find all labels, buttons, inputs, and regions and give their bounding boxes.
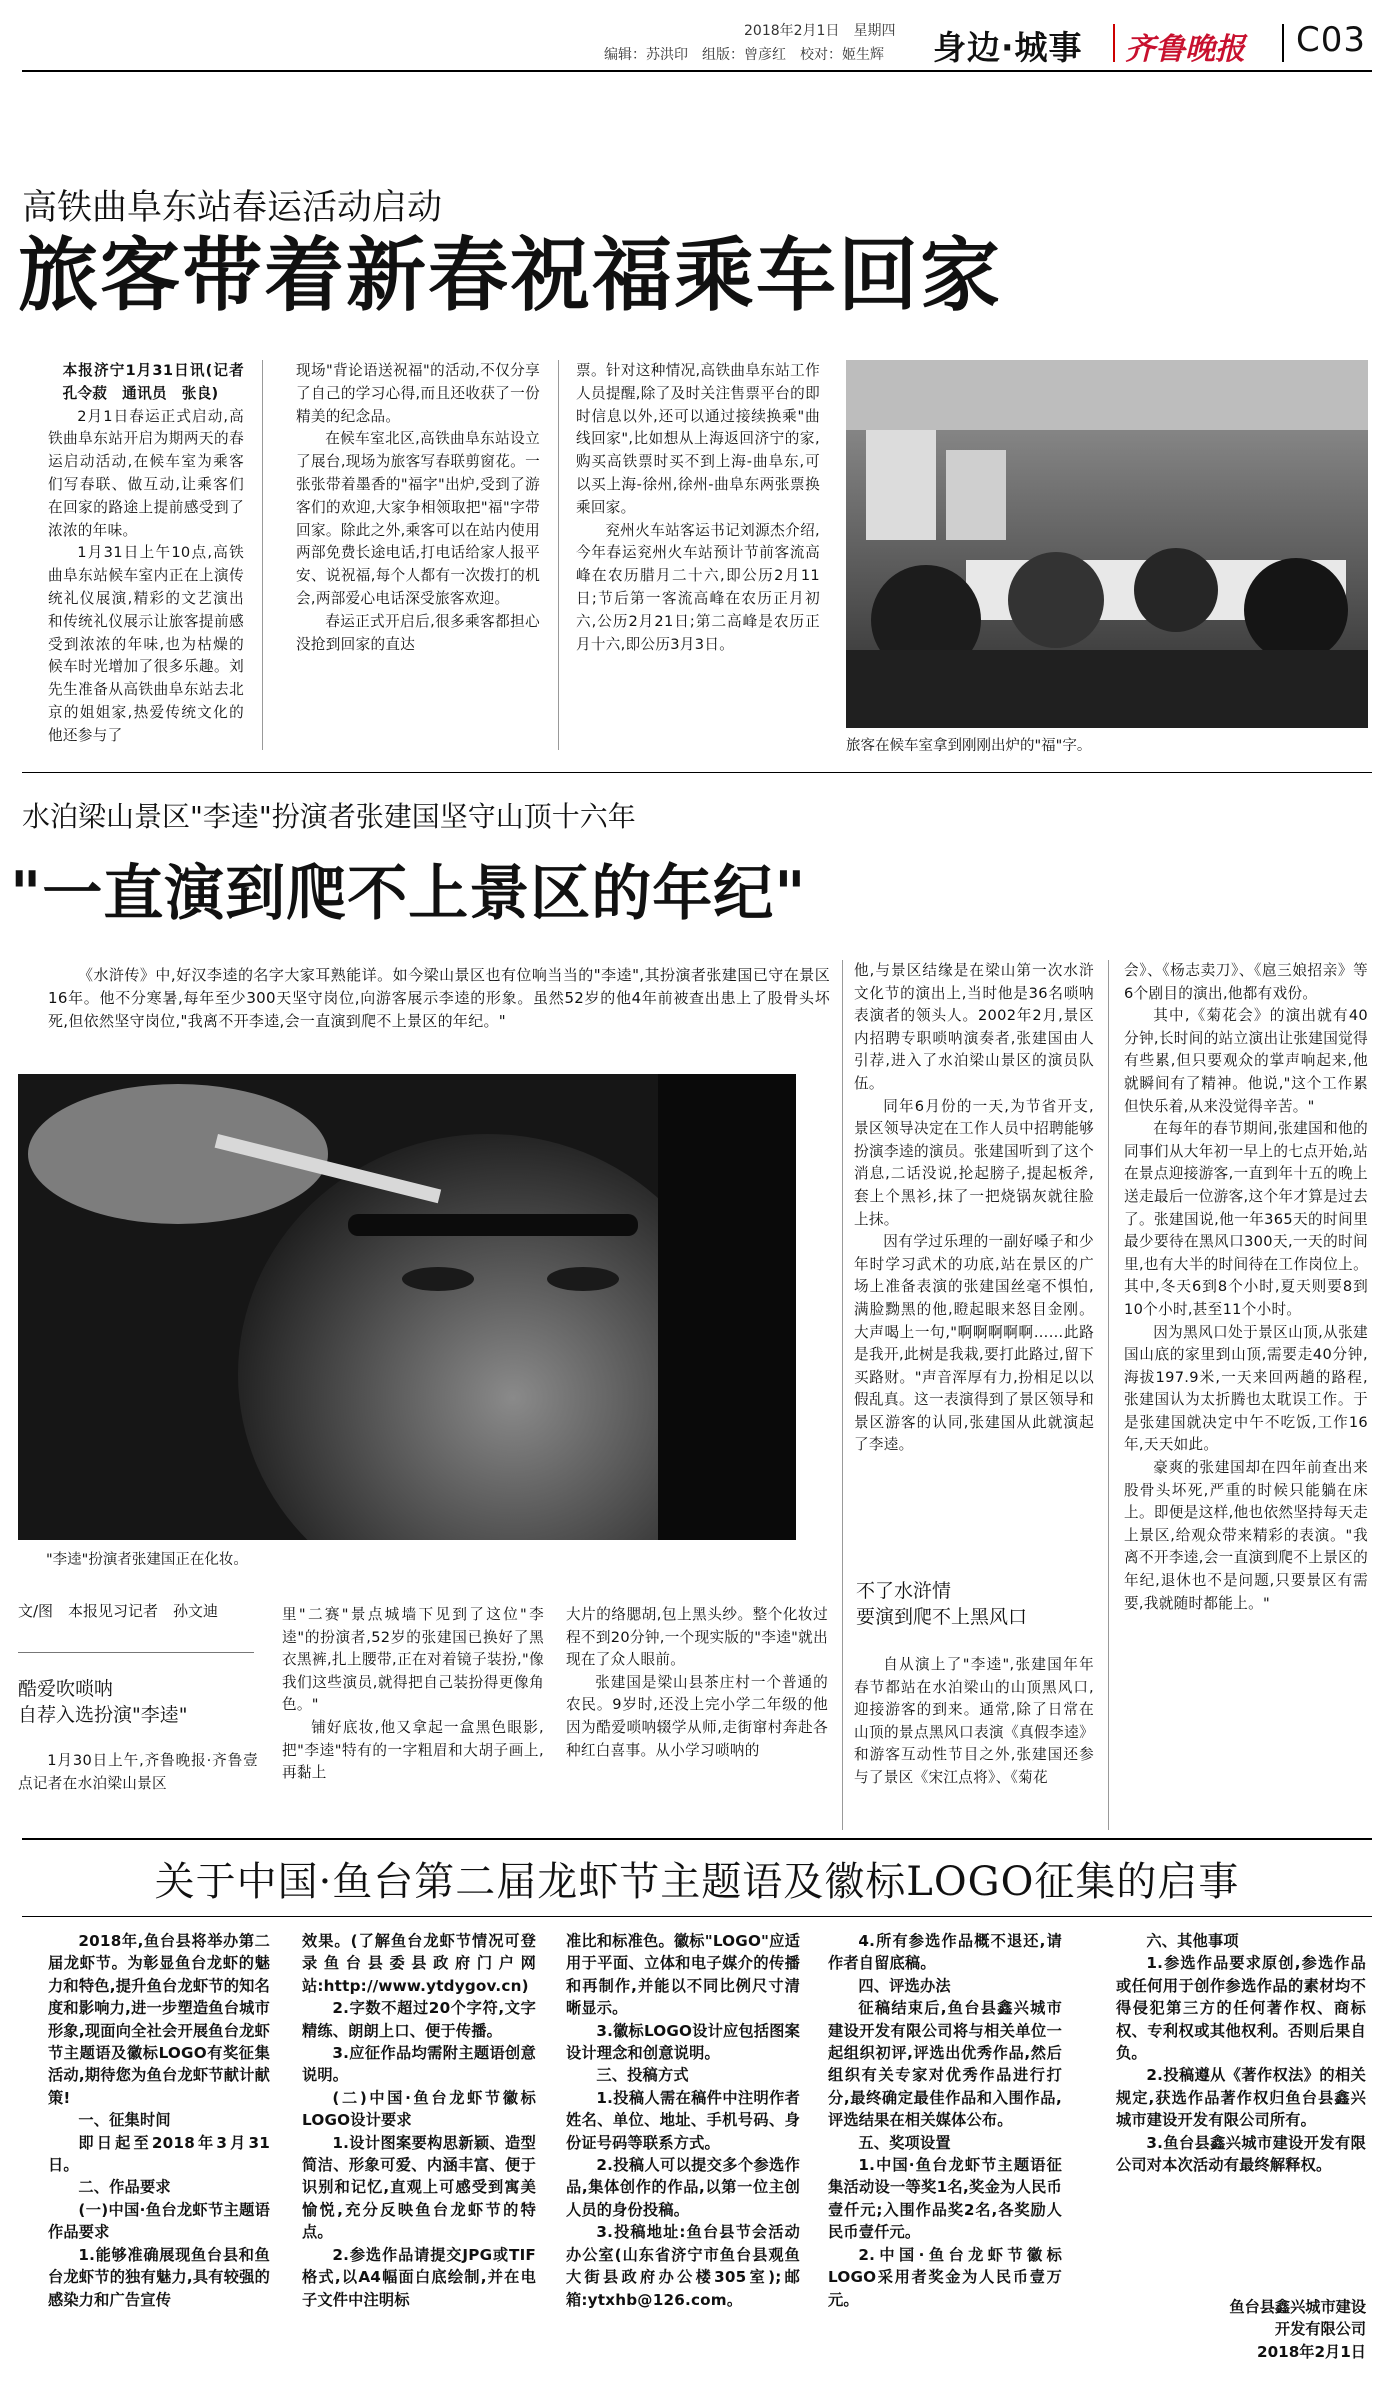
paragraph: 3.鱼台县鑫兴城市建设开发有限公司对本次活动有最终解释权。 — [1116, 2133, 1366, 2175]
notice-col-1 — [48, 1930, 270, 2311]
header-staff: 编辑：苏洪印 组版：曾彦红 校对：姬生辉 — [604, 47, 884, 63]
story2-headline: "一直演到爬不上景区的年纪" — [10, 859, 807, 929]
column-divider — [1108, 960, 1109, 1830]
paragraph: 里"二赛"景点城墙下见到了这位"李逵"的扮演者,52岁的张建国已换好了黑衣黑裤,扎上腰带,正在对着镜子装扮,"像我们这些演员,就得把自己装扮得更像角色。" — [282, 1606, 544, 1714]
paragraph: 铺好底妆,他又拿起一盒黑色眼影,把"李逵"特有的一字粗眉和大胡子画上,再黏上 — [282, 1718, 544, 1782]
paragraph: 在候车室北区,高铁曲阜东站设立了展台,现场为旅客写春联剪窗花。一张张带着墨香的"福字"出炉,受到了游客们的欢迎,大家争相领取把"福"字带回家。除此之外,乘客可以在站内使用两部免费长途电话,打电话给家人报平安、说祝福,每个人都有一次拨打的机会,两部爱心电话深受旅客欢迎。 — [296, 430, 540, 607]
story2-col3b — [854, 1654, 1094, 1790]
paragraph: 1.参选作品要求原创,参选作品或任何用于创作参选作品的素材均不得侵犯第三方的任何著作权、商标权、专利权或其他权利。否则后果自负。 — [1116, 1954, 1366, 2063]
paragraph: 在每年的春节期间,张建国和他的同事们从大年初一早上的七点开始,站在景点迎接游客,一直到年十五的晚上送走最后一位游客,这个年才算是过去了。张建国说,他一年365天的时间里最少要待在黑风口300天,一天的时间里,也有大半的时间待在工作岗位上。其中,冬天6到8个小时,夏天则要8到10个小时,甚至11个小时。 — [1124, 1120, 1368, 1318]
notice-col-5 — [1116, 1930, 1366, 2176]
story2-col4 — [1124, 960, 1368, 1615]
header-divider-1 — [1113, 24, 1115, 62]
paragraph: 1.能够准确展现鱼台县和鱼台龙虾节的独有魅力,具有较强的感染力和广告宣传 — [48, 2245, 270, 2309]
story2-photo-caption: "李逵"扮演者张建国正在化妆。 — [46, 1552, 248, 1568]
paragraph: 准比和标准色。徽标"LOGO"应适用于平面、立体和电子媒介的传播和再制作,并能以不同比例尺寸清晰显示。 — [566, 1932, 800, 2018]
paragraph: 2.投稿人可以提交多个参选作品,集体创作的作品,以第一位主创人员的身份投稿。 — [566, 2156, 800, 2219]
actor-makeup-photo — [18, 1074, 796, 1540]
section-title: 身边·城事 — [933, 28, 1083, 67]
story2-byline: 文/图 本报见习记者 孙文迪 — [18, 1602, 219, 1620]
paragraph: 他,与景区结缘是在梁山第一次水浒文化节的演出上,当时他是36名唢呐表演者的领头人。2002年2月,景区内招聘专职唢呐演奏者,张建国由人引荐,进入了水泊梁山景区的演员队伍。 — [854, 962, 1094, 1092]
paragraph: 会》、《杨志卖刀》、《扈三娘招亲》等6个剧目的演出,他都有戏份。 — [1124, 962, 1368, 1002]
paragraph: 1.中国·鱼台龙虾节主题语征集活动设一等奖1名,奖金为人民币壹仟元;入围作品奖2名,各奖励人民币壹仟元。 — [828, 2156, 1062, 2242]
paragraph: 现场"背论语送祝福"的活动,不仅分享了自己的学习心得,而且还收获了一份精美的纪念品。 — [296, 362, 540, 425]
story1-photo-caption: 旅客在候车室拿到刚刚出炉的"福"字。 — [846, 738, 1092, 754]
subhead-line: 不了水浒情 — [856, 1580, 952, 1602]
signature-line: 鱼台县鑫兴城市建设 — [1229, 2298, 1366, 2316]
paragraph: 豪爽的张建国却在四年前查出来股骨头坏死,严重的时候只能躺在床上。即便是这样,他也依然坚持每天走上景区,给观众带来精彩的表演。"我离不开李逵,会一直演到爬不上景区的年纪,退休也不是问题,只要景区有需要,我就随时都能上。" — [1124, 1459, 1368, 1612]
paragraph: 2月1日春运正式启动,高铁曲阜东站开启为期两天的春运启动活动,在候车室为乘客们写春联、做互动,让乘客们在回家的路途上提前感受到了浓浓的年味。 — [48, 407, 244, 539]
story2-mid2-col — [566, 1604, 828, 1762]
paragraph: 3.投稿地址:鱼台县节会活动办公室(山东省济宁市鱼台县观鱼大街县政府办公楼305室);邮箱:ytxhb@126.com。 — [566, 2223, 800, 2309]
notice-heading: 三、投稿方式 — [596, 2066, 689, 2085]
waiting-room-photo — [846, 360, 1368, 728]
byline-rule — [18, 1652, 254, 1653]
paragraph: 因有学过乐理的一副好嗓子和少年时学习武术的功底,站在景区的广场上准备表演的张建国丝毫不惧怕,满脸黝黑的他,瞪起眼来怒目金刚。大声喝上一句,"啊啊啊啊啊……此路是我开,此树是我栽,要打此路过,留下买路财。"声音浑厚有力,扮相足以以假乱真。这一表演得到了景区领导和景区游客的认同,张建国从此就演起了李逵。 — [854, 1233, 1094, 1454]
story1-kicker: 高铁曲阜东站春运活动启动 — [22, 188, 443, 228]
notice-heading: (二)中国·鱼台龙虾节徽标LOGO设计要求 — [302, 2088, 536, 2130]
story1-byline: 本报济宁1月31日讯(记者 孔令菽 通讯员 张良) — [62, 362, 259, 402]
paragraph: 3.徽标LOGO设计应包括图案设计理念和创意说明。 — [566, 2021, 800, 2063]
paragraph: 4.所有参选作品概不退还,请作者自留底稿。 — [828, 1932, 1062, 1973]
paragraph: 2.中国·鱼台龙虾节徽标LOGO采用者奖金为人民币壹万元。 — [828, 2245, 1062, 2309]
story1-col1 — [48, 360, 259, 748]
notice-heading: (一)中国·鱼台龙虾节主题语作品要求 — [48, 2200, 270, 2242]
paragraph: 自从演上了"李逵",张建国年年春节都站在水泊梁山的山顶黑风口,迎接游客的到来。通常,除了日常在山顶的景点黑风口表演《真假李逵》和游客互动性节目之外,张建国还参与了景区《宋江点将》、《菊花 — [854, 1656, 1094, 1786]
paragraph: 张建国是梁山县茶庄村一个普通的农民。9岁时,还没上完小学二年级的他因为酷爱唢呐辍学从师,走街窜村奔赴各种红白喜事。从小学习唢呐的 — [566, 1673, 828, 1759]
subhead-line: 自荐入选扮演"李逵" — [18, 1704, 188, 1726]
story2-subhead-1 — [18, 1676, 187, 1728]
paragraph: 即日起至2018年3月31日。 — [48, 2133, 270, 2175]
story1-col3 — [576, 360, 820, 656]
story2-subhead-2 — [856, 1578, 1027, 1630]
story1-headline: 旅客带着新春祝福乘车回家 — [18, 229, 1002, 322]
paragraph: 1月30日上午,齐鲁晚报·齐鲁壹点记者在水泊梁山景区 — [18, 1752, 258, 1792]
notice-col-4 — [828, 1930, 1062, 2311]
paragraph: 其中,《菊花会》的演出就有40分钟,长时间的站立演出让张建国觉得有些累,但只要观众的掌声响起来,他就瞬间有了精神。他说,"这个工作累但快乐着,从来没觉得辛苦。" — [1124, 1007, 1368, 1115]
notice-heading: 六、其他事项 — [1146, 1932, 1239, 1950]
paragraph: 1月31日上午10点,高铁曲阜东站候车室内正在上演传统礼仪展演,精彩的文艺演出和传统礼仪展示让旅客提前感受到浓浓的年味,也为枯燥的候车时光增加了很多乐趣。刘先生准备从高铁曲阜东站去北京的姐姐家,热爱传统文化的他还参与了 — [48, 544, 244, 744]
notice-top-rule — [22, 1838, 1372, 1840]
story2-mid-col — [282, 1604, 544, 1785]
story1-col2 — [296, 360, 540, 656]
paragraph: 2018年,鱼台县将举办第二届龙虾节。为彰显鱼台龙虾的魅力和特色,提升鱼台龙虾节的知名度和影响力,进一步塑造鱼台城市形象,现面向全社会开展鱼台龙虾节主题语及徽标LOGO有奖征集活动,期待您为鱼台龙虾节献计献策! — [48, 1932, 270, 2107]
story2-lead: 《水浒传》中,好汉李逵的名字大家耳熟能详。如今梁山景区也有位响当当的"李逵",其扮演者张建国已守在景区16年。他不分寒暑,每年至少300天坚守岗位,向游客展示李逵的形象。虽然52岁的他4年前被查出患上了股骨头坏死,但依然坚守岗位,"我离不开李逵,会一直演到爬不上景区的年纪。" — [48, 966, 830, 1030]
paragraph: 2.参选作品请提交JPG或TIF格式,以A4幅面白底绘制,并在电子文件中注明标 — [302, 2245, 536, 2309]
paragraph: 2.投稿遵从《著作权法》的相关规定,获选作品著作权归鱼台县鑫兴城市建设开发有限公司所有。 — [1116, 2066, 1366, 2130]
signature-line: 2018年2月1日 — [1257, 2342, 1366, 2361]
signature-line: 开发有限公司 — [1274, 2320, 1366, 2339]
notice-heading: 一、征集时间 — [78, 2111, 171, 2130]
header-rule — [22, 70, 1372, 72]
story2-photo — [18, 1074, 796, 1540]
subhead-line: 要演到爬不上黑风口 — [856, 1606, 1028, 1628]
paragraph: 3.应征作品均需附主题语创意说明。 — [302, 2044, 536, 2085]
notice-heading: 四、评选办法 — [858, 1976, 951, 1995]
paragraph: 2.字数不超过20个字符,文字精练、朗朗上口、便于传播。 — [302, 1999, 536, 2040]
notice-heading: 五、奖项设置 — [858, 2133, 951, 2152]
notice-col-3 — [566, 1930, 800, 2311]
column-divider — [842, 960, 843, 1830]
notice-heading: 二、作品要求 — [78, 2178, 171, 2197]
notice-title-rule — [22, 1916, 1372, 1917]
paragraph: 效果。(了解鱼台龙虾节情况可登录鱼台县委县政府门户网站:http://www.ytdygov.cn) — [302, 1932, 536, 1995]
paragraph: 征稿结束后,鱼台县鑫兴城市建设开发有限公司将与相关单位一起组织初评,评选出优秀作品,然后组织有关专家对优秀作品进行打分,最终确定最佳作品和入围作品,评选结果在相关媒体公布。 — [828, 1999, 1062, 2130]
story2-kicker: 水泊梁山景区"李逵"扮演者张建国坚守山顶十六年 — [22, 800, 636, 833]
notice-title: 关于中国·鱼台第二届龙虾节主题语及徽标LOGO征集的启事 — [154, 1859, 1240, 1905]
paragraph: 1.投稿人需在稿件中注明作者姓名、单位、地址、手机号码、身份证号码等联系方式。 — [566, 2088, 800, 2152]
paragraph: 同年6月份的一天,为节省开支,景区领导决定在工作人员中招聘能够扮演李逵的演员。张建国听到了这个消息,二话没说,抡起膀子,提起板斧,套上个黑衫,抹了一把烧锅灰就往脸上抹。 — [854, 1097, 1094, 1228]
column-divider — [558, 360, 559, 750]
paragraph: 因为黑风口处于景区山顶,从张建国山底的家里到山顶,需要走40分钟,海拔197.9米,一天来回两趟的路程,张建国认为太折腾也太耽误工作。于是张建国就决定中午不吃饭,工作16年,天天如此。 — [1124, 1323, 1368, 1454]
paragraph: 票。针对这种情况,高铁曲阜东站工作人员提醒,除了及时关注售票平台的即时信息以外,还可以通过接续换乘"曲线回家",比如想从上海返回济宁的家,购买高铁票时买不到上海-曲阜东,可以买上海-徐州,徐州-曲阜东两张票换乘回家。 — [576, 362, 820, 516]
notice-signature — [1116, 2296, 1366, 2363]
paper-logo: 齐鲁晚报 — [1125, 32, 1245, 67]
column-divider — [262, 360, 263, 750]
page-number: C03 — [1296, 20, 1367, 60]
paragraph: 春运正式开启后,很多乘客都担心没抢到回家的直达 — [296, 612, 540, 653]
story2-col3 — [854, 960, 1094, 1457]
subhead-line: 酷爱吹唢呐 — [18, 1678, 114, 1700]
header-divider-2 — [1282, 24, 1284, 62]
notice-col-2 — [302, 1930, 536, 2311]
paragraph: 大片的络腮胡,包上黑头纱。整个化妆过程不到20分钟,一个现实版的"李逵"就出现在了众人眼前。 — [566, 1606, 828, 1669]
section-rule — [22, 772, 1372, 773]
page-header — [0, 0, 1394, 70]
paragraph: 1.设计图案要构思新颖、造型简洁、形象可爱、内涵丰富、便于识别和记忆,直观上可感受到寓美愉悦,充分反映鱼台龙虾节的特点。 — [302, 2133, 536, 2242]
story2-left-col — [18, 1750, 258, 1795]
paragraph: 兖州火车站客运书记刘源杰介绍,今年春运兖州火车站预计节前客流高峰在农历腊月二十六,即公历2月11日;节后第一客流高峰在农历正月初六,公历2月21日;第二高峰是农历正月十六,即公历3月3日。 — [576, 521, 820, 653]
story1-photo — [846, 360, 1368, 728]
header-date: 2018年2月1日 星期四 — [744, 23, 896, 39]
